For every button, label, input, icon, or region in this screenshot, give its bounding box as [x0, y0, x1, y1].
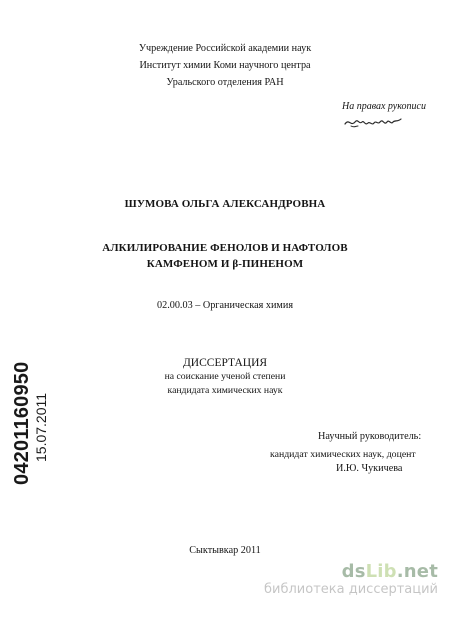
- institution-line-3: Уральского отделения РАН: [166, 77, 284, 88]
- supervisor-role: кандидат химических наук, доцент: [270, 449, 416, 460]
- institution-line-2: Институт химии Коми научного центра: [139, 60, 311, 71]
- dissertation-heading: ДИССЕРТАЦИЯ: [182, 357, 268, 369]
- manuscript-rights-label: На правах рукописи: [342, 101, 426, 112]
- author-name: ШУМОВА ОЛЬГА АЛЕКСАНДРОВНА: [124, 198, 326, 210]
- city-year: Сыктывкар 2011: [189, 545, 261, 556]
- dslib-watermark: [263, 563, 438, 605]
- degree-line-2: кандидата химических наук: [167, 385, 283, 396]
- library-stamp-date: 15.07.2011: [33, 392, 49, 462]
- watermark-logo: [342, 563, 438, 581]
- dissertation-title-line-1: АЛКИЛИРОВАНИЕ ФЕНОЛОВ И НАФТОЛОВ: [102, 242, 348, 254]
- watermark-logo-suffix: .net: [396, 561, 438, 582]
- specialty-code: 02.00.03 – Органическая химия: [157, 300, 293, 311]
- handwritten-signature: [343, 114, 405, 132]
- library-stamp-code: 04201160950: [11, 361, 33, 485]
- degree-line-1: на соискание ученой степени: [164, 371, 286, 382]
- supervisor-name: И.Ю. Чукичева: [336, 463, 403, 474]
- supervisor-label: Научный руководитель:: [318, 431, 422, 442]
- watermark-subtitle: библиотека диссертаций: [264, 582, 438, 597]
- watermark-logo-light: Lib: [365, 561, 397, 582]
- dissertation-title-line-2: КАМФЕНОМ И β-ПИНЕНОМ: [146, 258, 304, 270]
- institution-line-1: Учреждение Российской академии наук: [138, 43, 312, 54]
- watermark-logo-dark: ds: [341, 561, 366, 582]
